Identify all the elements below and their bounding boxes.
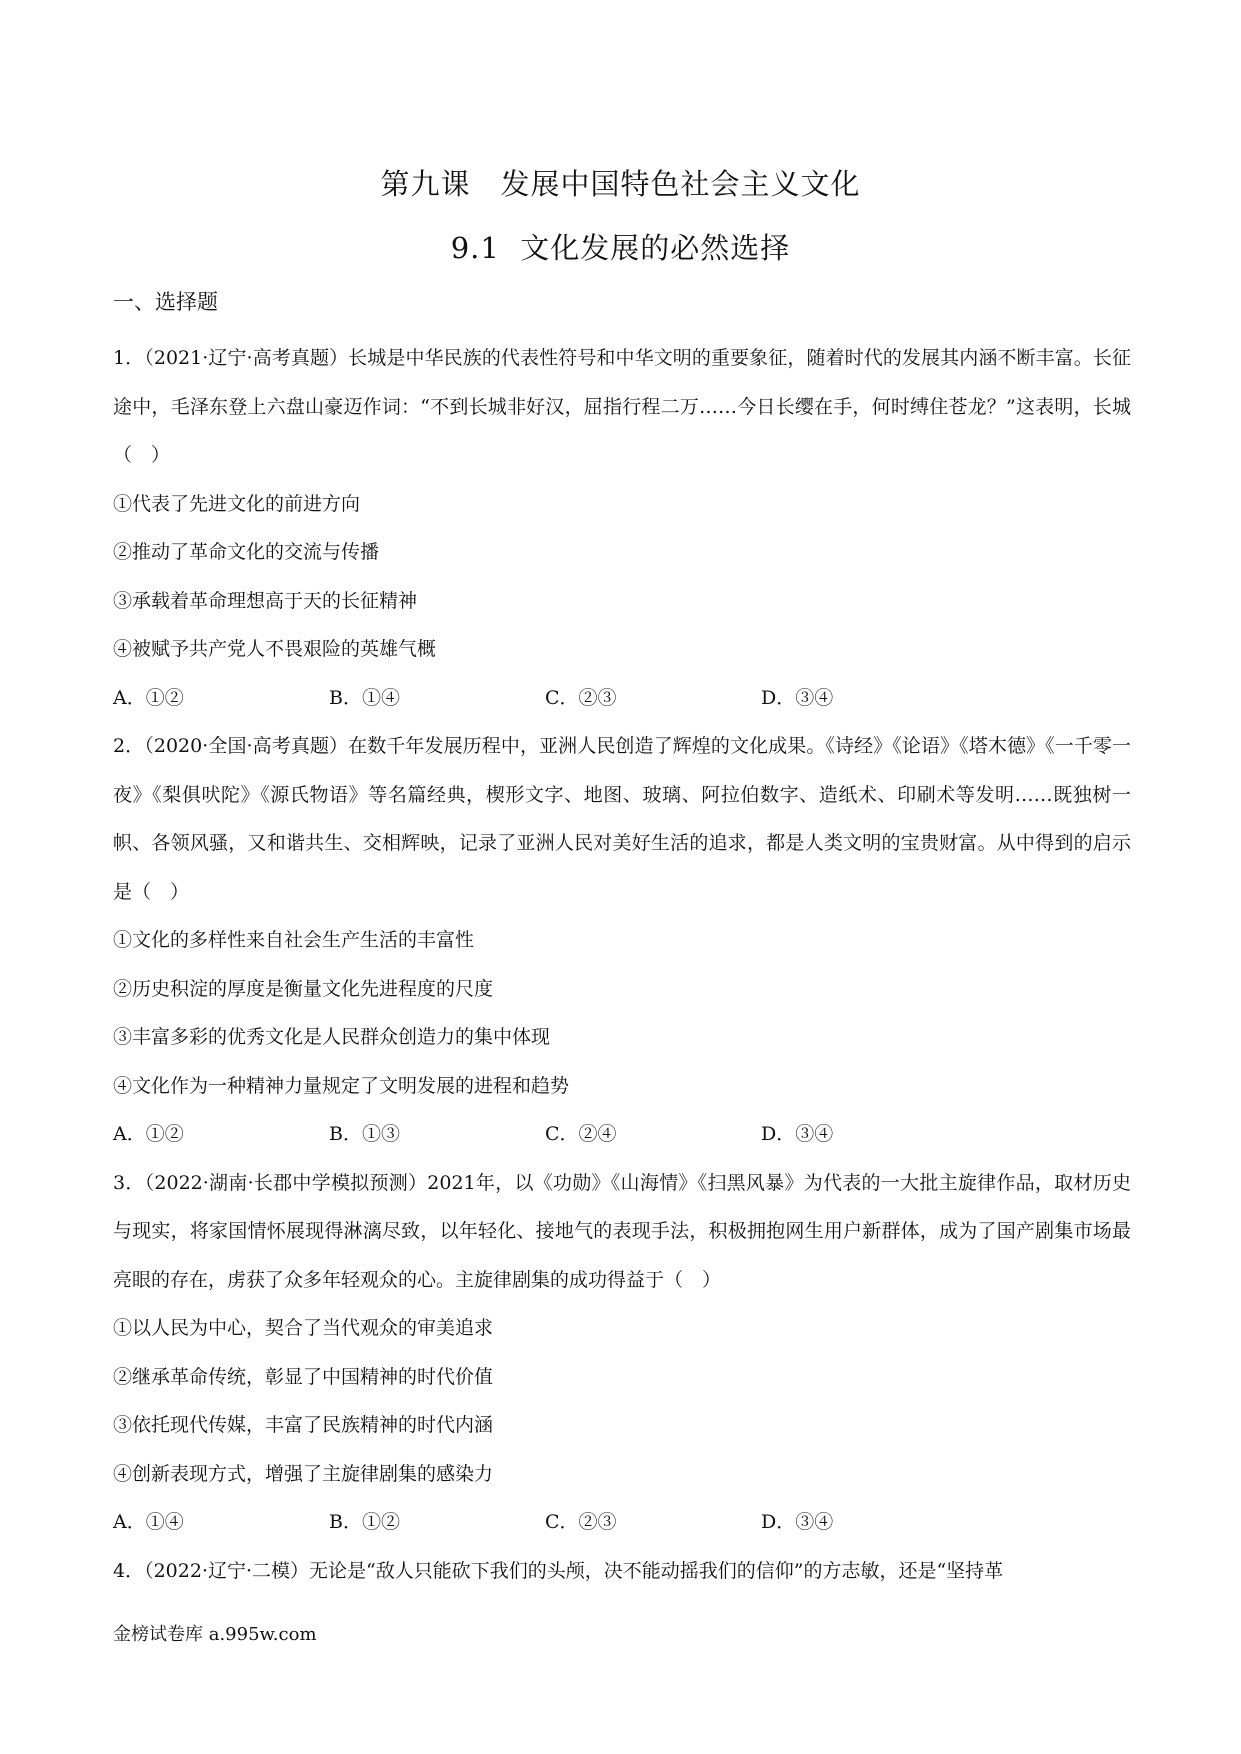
choice-b: B．①③ [329,1123,400,1145]
choice-b: B．①④ [329,686,400,709]
statement-option: ②历史积淀的厚度是衡量文化先进程度的尺度 [113,977,494,1000]
statement-option: ①代表了先进文化的前进方向 [113,492,361,515]
question-4 [113,1547,1131,1596]
lesson-title: 第九课 发展中国特色社会主义文化 [380,167,861,201]
choice-d: D．③④ [761,1511,834,1533]
statement-option: ②推动了革命文化的交流与传播 [113,541,380,563]
question-stem: 3．（2022·湖南·长郡中学模拟预测）2021年，以《功勋》《山海情》《扫黑风暴》为代表的一大批主旋律作品，取材历史与现实，将家国情怀展现得淋漓尽致，以年轻化、接地气的表现手法，积极拥抱网生用户新群体，成为了国产剧集市场最亮眼的存在，虏获了众多年轻观众的心。主旋律剧集的成功得益于（ ） [113,1171,1131,1291]
question-stem: 4．（2022·辽宁·二模）无论是“敌人只能砍下我们的头颅，决不能动摇我们的信仰”的方志敏，还是“坚持革 [113,1559,1004,1582]
choice-b: B．①② [329,1511,400,1533]
footer-source: 金榜试卷库 a.995w.com [113,1624,317,1645]
question-stem: 2．（2020·全国·高考真题）在数千年发展历程中，亚洲人民创造了辉煌的文化成果。《诗经》《论语》《塔木德》《一千零一夜》《梨俱吠陀》《源氏物语》等名篇经典，楔形文字、地图、玻璃、阿拉伯数字、造纸术、印刷术等发明……既独树一帜、各领风骚，又和谐共生、交相辉映，记录了亚洲人民对美好生活的追求，都是人类文明的宝贵财富。从中得到的启示是（ ） [113,735,1131,903]
question-stem: 1．（2021·辽宁·高考真题）长城是中华民族的代表性符号和中华文明的重要象征，随着时代的发展其内涵不断丰富。长征途中，毛泽东登上六盘山豪迈作词：“不到长城非好汉，屈指行程二万……今日长缨在手，何时缚住苍龙？”这表明，长城（ ） [113,347,1131,466]
choice-c: C．②④ [545,1123,617,1145]
statement-option: ③依托现代传媒，丰富了民族精神的时代内涵 [113,1414,494,1436]
question-3 [113,1159,1131,1547]
statement-option: ③承载着革命理想高于天的长征精神 [113,589,418,612]
section-subtitle: 9.1 文化发展的必然选择 [450,231,791,265]
statement-option: ④被赋予共产党人不畏艰险的英雄气概 [113,638,437,660]
statement-option: ①文化的多样性来自社会生产生活的丰富性 [113,929,475,951]
choice-d: D．③④ [761,686,834,709]
choice-c: C．②③ [545,686,617,709]
choice-c: C．②③ [545,1511,617,1533]
choice-a: A．①② [113,686,184,709]
answer-choices [113,1110,1131,1159]
section-heading: 一、选择题 [113,290,218,314]
statement-option: ④创新表现方式，增强了主旋律剧集的感染力 [113,1462,494,1485]
question-2 [113,722,1131,1159]
statement-option: ①以人民为中心，契合了当代观众的审美追求 [113,1317,494,1339]
answer-choices [113,1498,1131,1547]
question-1 [113,334,1131,722]
choice-a: A．①② [113,1123,184,1145]
statement-option: ③丰富多彩的优秀文化是人民群众创造力的集中体现 [113,1026,551,1048]
answer-choices [113,674,1131,723]
content [113,286,1131,1595]
choice-a: A．①④ [113,1511,184,1533]
statement-option: ④文化作为一种精神力量规定了文明发展的进程和趋势 [113,1074,570,1097]
choice-d: D．③④ [761,1123,834,1145]
statement-option: ②继承革命传统，彰显了中国精神的时代价值 [113,1365,494,1388]
